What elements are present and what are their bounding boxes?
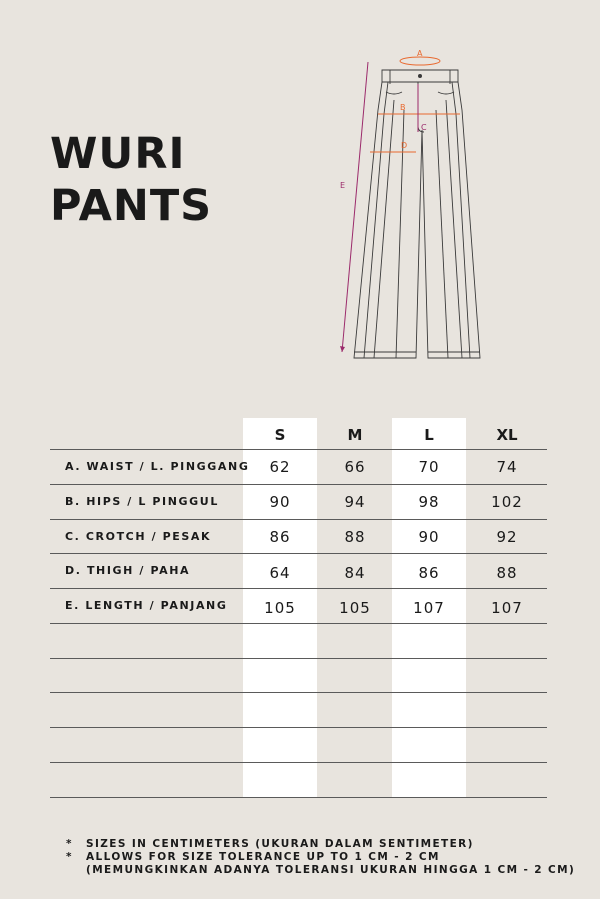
cell: 102 xyxy=(491,493,523,511)
row-divider xyxy=(50,519,547,520)
row-label-waist: A. WAIST / L. PINGGANG xyxy=(65,460,250,473)
cell: 86 xyxy=(269,528,291,546)
cell: 74 xyxy=(496,458,518,476)
header-s: S xyxy=(274,426,286,444)
row-divider xyxy=(50,727,547,728)
cell: 64 xyxy=(269,564,291,582)
cell: 62 xyxy=(269,458,291,476)
cell: 66 xyxy=(344,458,366,476)
header-m: M xyxy=(347,426,363,444)
cell: 88 xyxy=(344,528,366,546)
row-divider xyxy=(50,553,547,554)
row-label-crotch: C. CROTCH / PESAK xyxy=(65,530,212,543)
header-l: L xyxy=(424,426,434,444)
footnotes xyxy=(66,838,575,877)
row-divider xyxy=(50,484,547,485)
cell: 88 xyxy=(496,564,518,582)
cell: 94 xyxy=(344,493,366,511)
cell: 70 xyxy=(418,458,440,476)
row-divider xyxy=(50,692,547,693)
row-divider xyxy=(50,449,547,450)
title-line-1: WURI xyxy=(50,129,186,179)
pants-diagram xyxy=(330,40,490,370)
cell: 86 xyxy=(418,564,440,582)
label-a: A xyxy=(417,49,423,58)
header-xl: XL xyxy=(496,426,518,444)
cell: 90 xyxy=(418,528,440,546)
row-divider xyxy=(50,623,547,624)
cell: 98 xyxy=(418,493,440,511)
row-label-hips: B. HIPS / L PINGGUL xyxy=(65,495,219,508)
label-c: C xyxy=(421,123,427,132)
row-divider xyxy=(50,797,547,798)
cell: 107 xyxy=(491,599,523,617)
cell: 105 xyxy=(339,599,371,617)
cell: 92 xyxy=(496,528,518,546)
cell: 107 xyxy=(413,599,445,617)
title-line-2: PANTS xyxy=(50,181,213,231)
row-divider xyxy=(50,762,547,763)
row-divider xyxy=(50,658,547,659)
cell: 105 xyxy=(264,599,296,617)
cell: 84 xyxy=(344,564,366,582)
cell: 90 xyxy=(269,493,291,511)
page-title xyxy=(50,128,212,232)
note-bullet: * xyxy=(66,838,73,850)
label-b: B xyxy=(400,103,406,112)
note-bullet: * xyxy=(66,851,73,863)
label-e: E xyxy=(340,181,346,190)
label-d: D xyxy=(401,141,408,150)
note-2: ALLOWS FOR SIZE TOLERANCE UP TO 1 CM - 2 CM xyxy=(86,851,440,863)
row-label-thigh: D. THIGH / PAHA xyxy=(65,564,191,577)
row-divider xyxy=(50,588,547,589)
note-1: SIZES IN CENTIMETERS (UKURAN DALAM SENTIMETER) xyxy=(86,838,474,850)
note-3: (MEMUNGKINKAN ADANYA TOLERANSI UKURAN HINGGA 1 CM - 2 CM) xyxy=(86,864,576,876)
row-label-length: E. LENGTH / PANJANG xyxy=(65,599,228,612)
